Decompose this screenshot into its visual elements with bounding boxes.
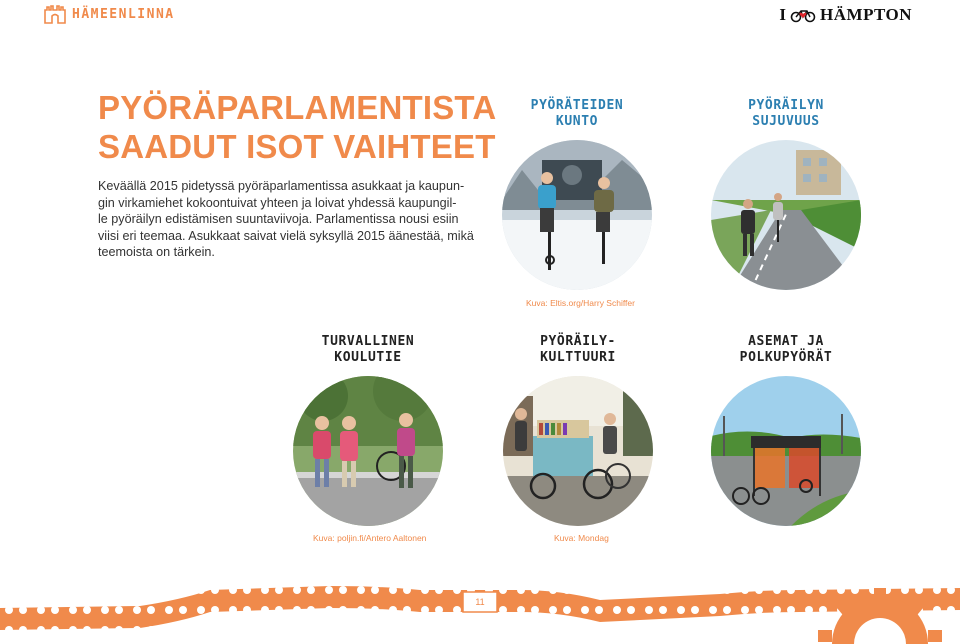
theme-heading-line: KULTTUURI: [540, 350, 616, 365]
photo-credit: Kuva: poljin.fi/Antero Aaltonen: [313, 533, 427, 543]
theme-heading-line: PYÖRÄTEIDEN: [530, 98, 624, 113]
photo-school-children: [293, 376, 443, 526]
page-title-line: SAADUT ISOT VAIHTEET: [98, 128, 496, 165]
bicycle-heart-icon: [790, 7, 816, 23]
theme-heading-line: KOULUTIE: [334, 350, 402, 365]
hameenlinna-wordmark: HÄMEENLINNA: [72, 6, 175, 22]
theme-heading-cycling-culture: [503, 334, 653, 366]
theme-heading-road-condition: [502, 98, 652, 130]
hampton-wordmark: HÄMPTON: [820, 5, 912, 24]
photo-bike-shelter: [711, 376, 861, 526]
theme-heading-line: POLKUPYÖRÄT: [739, 350, 833, 365]
intro-line: teemoista on tärkein.: [98, 245, 215, 259]
photo-winter-cyclists: [502, 140, 652, 290]
intro-line: le pyöräilyn edistämisen suuntaviivoja. Parlamentissa nousi esiin: [98, 212, 459, 226]
intro-paragraph: [98, 178, 483, 261]
page-title: [98, 88, 498, 166]
theme-heading-stations-bikes: [711, 334, 861, 366]
photo-credit: Kuva: Eltis.org/Harry Schiffer: [526, 298, 635, 308]
photo-credit: Kuva: Mondag: [554, 533, 609, 543]
photo-book-bike: [503, 376, 653, 526]
hameenlinna-logo: [44, 4, 175, 24]
hampton-logo: [779, 5, 912, 25]
theme-heading-line: PYÖRÄILY-: [540, 334, 616, 349]
theme-heading-line: KUNTO: [555, 114, 599, 129]
page-title-line: PYÖRÄPARLAMENTISTA: [98, 89, 497, 126]
photo-bike-lane: [711, 140, 861, 290]
theme-heading-line: PYÖRÄILYN: [748, 98, 824, 113]
theme-heading-line: TURVALLINEN: [321, 334, 415, 349]
castle-icon: [44, 4, 66, 24]
intro-line: viisi eri teemaa. Asukkaat saivat vielä syksyllä 2015 äänestää, mikä: [98, 228, 474, 243]
theme-heading-line: ASEMAT JA: [748, 334, 824, 349]
theme-heading-safe-school-route: [293, 334, 443, 366]
hampton-i-letter: I: [779, 5, 787, 24]
theme-heading-cycling-flow: [711, 98, 861, 130]
intro-line: gin virkamiehet kokoontuivat yhteen ja loivat yhdessä kaupungil-: [98, 195, 457, 210]
intro-line: Keväällä 2015 pidetyssä pyöräparlamentissa asukkaat ja kaupun-: [98, 179, 465, 193]
theme-heading-line: SUJUVUUS: [752, 114, 820, 129]
page-number: 11: [475, 597, 485, 607]
